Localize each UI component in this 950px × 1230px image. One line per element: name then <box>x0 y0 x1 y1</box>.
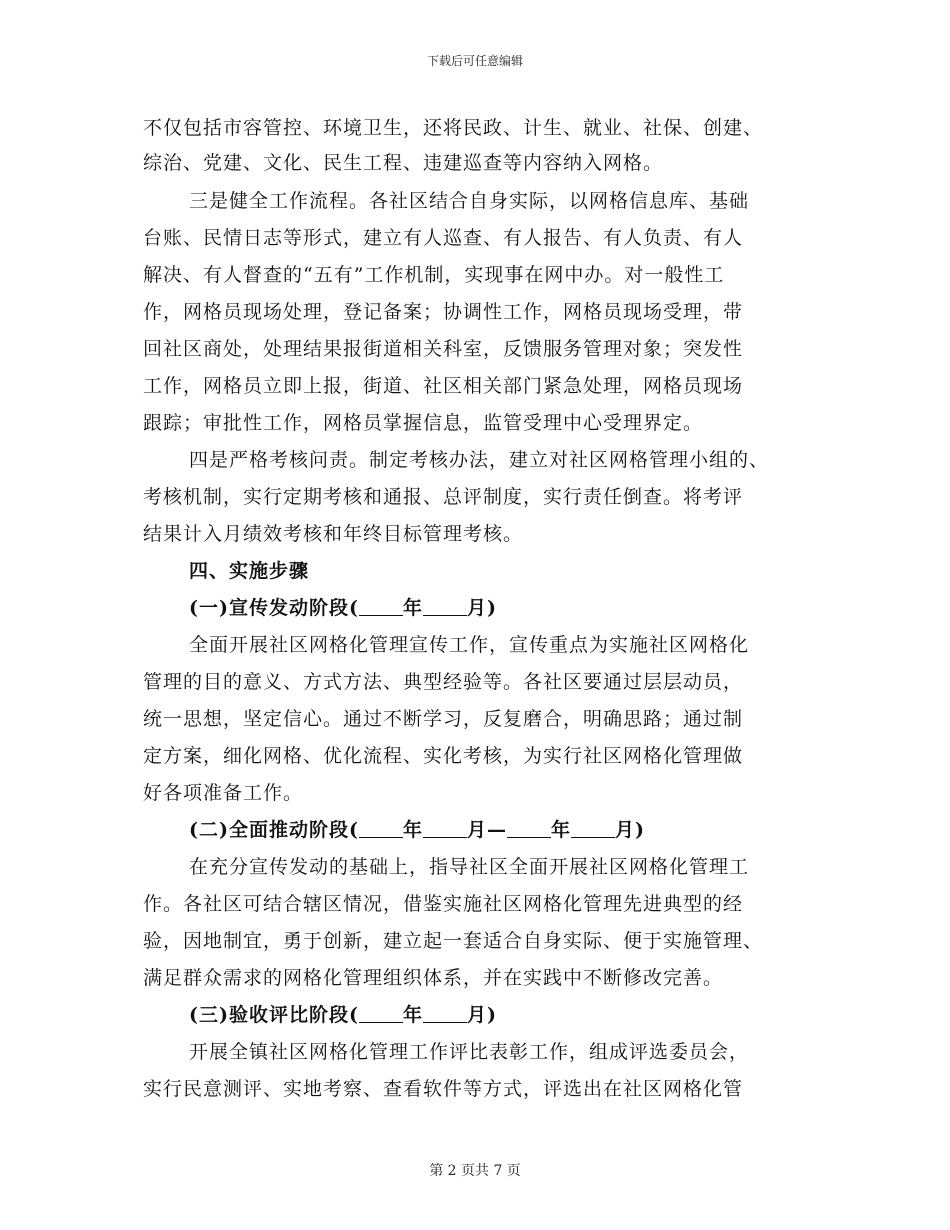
body-line: 结果计入月绩效考核和年终目标管理考核。 <box>143 523 524 545</box>
stage-title: (三)验收评比阶段( <box>189 1004 359 1026</box>
year-label: 年 <box>402 597 423 619</box>
blank-line <box>571 819 615 838</box>
stage-title: (二)全面推动阶段( <box>189 819 359 841</box>
body-line: 四是严格考核问责。制定考核办法，建立对社区网格管理小组的、 <box>189 449 770 471</box>
body-line: 管理的目的意义、方式方法、典型经验等。各社区要通过层层动员， <box>143 671 744 693</box>
year-label: 年 <box>551 819 572 841</box>
body-line: 作，网格员现场处理，登记备案；协调性工作，网格员现场受理，带 <box>143 301 744 323</box>
section-heading: 四、实施步骤 <box>189 560 310 582</box>
blank-line <box>507 819 551 838</box>
body-line: 在充分宣传发动的基础上，指导社区全面开展社区网格化管理工 <box>189 856 750 878</box>
month-label: 月) <box>467 597 497 619</box>
blank-line <box>359 819 403 838</box>
stage-heading-3 <box>189 1003 497 1027</box>
year-label: 年 <box>402 1004 423 1026</box>
body-line: 考核机制，实行定期考核和通报、总评制度，实行责任倒查。将考评 <box>143 486 744 508</box>
month-label: 月— <box>467 819 508 841</box>
body-line: 验，因地制宜，勇于创新，建立起一套适合自身实际、便于实施管理、 <box>143 930 764 952</box>
body-line: 好各项准备工作。 <box>143 782 304 804</box>
blank-line <box>423 1004 467 1023</box>
body-line: 不仅包括市容管控、环境卫生，还将民政、计生、就业、社保、创建、 <box>143 117 764 139</box>
body-line: 作。各社区可结合辖区情况，借鉴实施社区网格化管理先进典型的经 <box>143 893 744 915</box>
body-line: 解决、有人督查的“五有”工作机制，实现事在网中办。对一般性工 <box>143 264 725 286</box>
body-line: 定方案，细化网格、优化流程、实化考核，为实行社区网格化管理做 <box>143 745 744 767</box>
body-line: 实行民意测评、实地考察、查看软件等方式，评选出在社区网格化管 <box>143 1078 744 1100</box>
body-line: 工作，网格员立即上报，街道、社区相关部门紧急处理，网格员现场 <box>143 375 744 397</box>
blank-line <box>359 1004 403 1023</box>
body-line: 综治、党建、文化、民生工程、违建巡查等内容纳入网格。 <box>143 152 664 174</box>
page-header: 下载后可任意编辑 <box>426 54 523 68</box>
page-footer: 第 2 页共 7 页 <box>429 1163 521 1179</box>
stage-heading-1 <box>189 596 497 620</box>
body-line: 跟踪；审批性工作，网格员掌握信息，监管受理中心受理界定。 <box>143 412 704 434</box>
body-line: 回社区商处，处理结果报街道相关科室，反馈服务管理对象；突发性 <box>143 338 744 360</box>
body-line: 满足群众需求的网格化管理组织体系，并在实践中不断修改完善。 <box>143 967 724 989</box>
month-label: 月) <box>467 1004 497 1026</box>
blank-line <box>359 597 403 616</box>
blank-line <box>423 597 467 616</box>
body-line: 统一思想，坚定信心。通过不断学习，反复磨合，明确思路；通过制 <box>143 708 744 730</box>
blank-line <box>423 819 467 838</box>
body-line: 台账、民情日志等形式，建立有人巡查、有人报告、有人负责、有人 <box>143 227 744 249</box>
stage-title: (一)宣传发动阶段( <box>189 597 359 619</box>
stage-heading-2 <box>189 818 645 842</box>
body-line: 开展全镇社区网格化管理工作评比表彰工作，组成评选委员会， <box>189 1041 750 1063</box>
body-line: 三是健全工作流程。各社区结合自身实际，以网格信息库、基础 <box>189 190 750 212</box>
month-label: 月) <box>615 819 646 841</box>
body-line: 全面开展社区网格化管理宣传工作，宣传重点为实施社区网格化 <box>189 634 750 656</box>
year-label: 年 <box>402 819 423 841</box>
